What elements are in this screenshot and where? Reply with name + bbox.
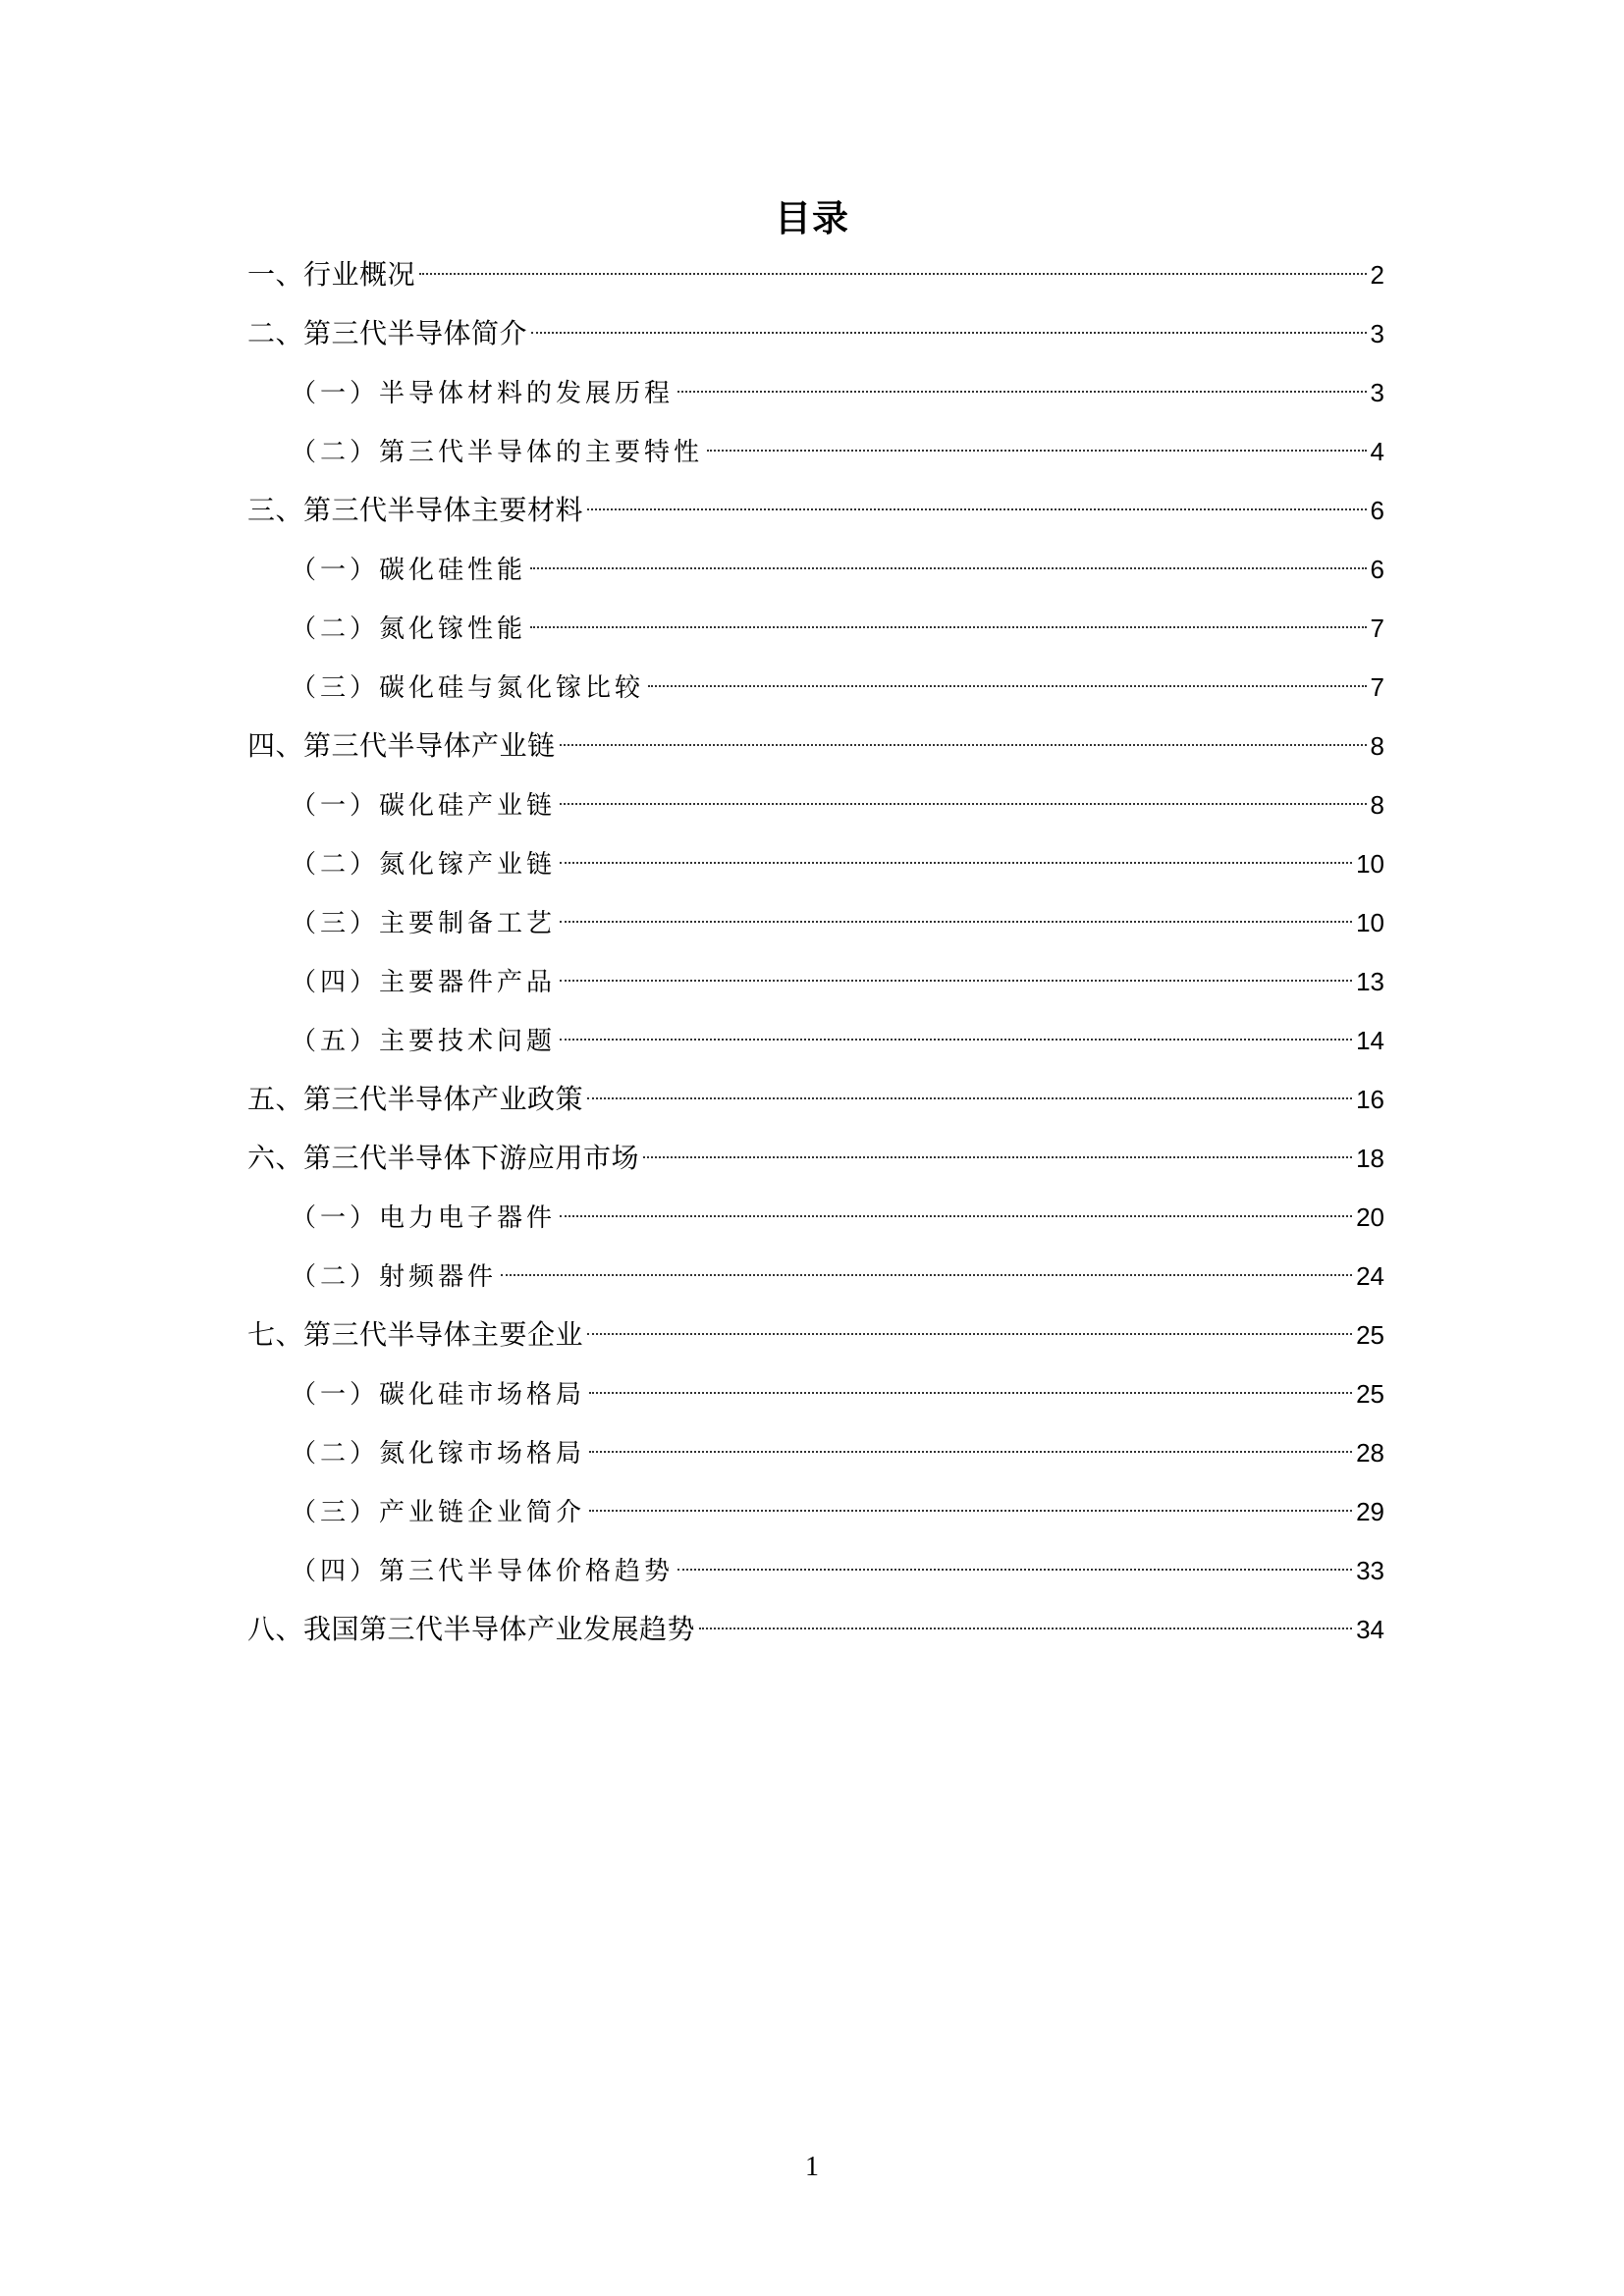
toc-entry-title: （一）碳化硅产业链 [291,791,557,821]
dot-leader [560,1215,1352,1217]
toc-entry-title: （三）主要制备工艺 [291,909,557,938]
dot-leader [699,1628,1352,1629]
toc-entry[interactable] [247,253,1384,312]
toc-entry-page: 10 [1356,849,1384,879]
table-of-contents [247,253,1384,1667]
dot-leader [560,1039,1352,1041]
dot-leader [677,391,1367,393]
toc-entry-page: 2 [1370,260,1384,290]
toc-entry[interactable] [247,1019,1384,1078]
toc-entry[interactable] [247,489,1384,548]
dot-leader [530,626,1367,628]
toc-entry-title: 三、第三代半导体主要材料 [247,494,584,526]
dot-leader [648,685,1367,687]
toc-entry-title: （四）主要器件产品 [291,968,557,997]
toc-entry-page: 29 [1356,1497,1384,1526]
toc-entry-page: 6 [1370,555,1384,584]
toc-entry[interactable] [247,1549,1384,1608]
toc-entry-page: 14 [1356,1026,1384,1055]
toc-entry-title: （三）碳化硅与氮化镓比较 [291,673,645,703]
toc-entry-title: 一、行业概况 [247,258,416,291]
toc-entry-page: 10 [1356,908,1384,937]
toc-entry-title: （一）电力电子器件 [291,1203,557,1233]
toc-entry[interactable] [247,1372,1384,1431]
dot-leader [560,744,1367,746]
toc-entry-page: 25 [1356,1320,1384,1350]
toc-entry-page: 8 [1370,790,1384,820]
toc-entry-page: 18 [1356,1144,1384,1173]
toc-entry[interactable] [247,901,1384,960]
toc-entry-page: 16 [1356,1085,1384,1114]
toc-entry-title: （一）半导体材料的发展历程 [291,379,675,408]
toc-entry-page: 3 [1370,378,1384,407]
toc-entry-title: 四、第三代半导体产业链 [247,729,556,762]
toc-title: 目录 [775,197,849,240]
toc-entry[interactable] [247,1255,1384,1313]
toc-entry-page: 8 [1370,731,1384,761]
toc-entry[interactable] [247,607,1384,666]
toc-entry-page: 33 [1356,1556,1384,1585]
toc-entry-page: 34 [1356,1615,1384,1644]
toc-entry-title: 七、第三代半导体主要企业 [247,1318,584,1351]
dot-leader [587,1333,1352,1335]
toc-entry-page: 7 [1370,672,1384,702]
toc-entry-page: 4 [1370,437,1384,466]
dot-leader [501,1274,1352,1276]
dot-leader [707,450,1367,452]
dot-leader [560,862,1352,864]
toc-entry-title: 五、第三代半导体产业政策 [247,1083,584,1115]
toc-entry[interactable] [247,1490,1384,1549]
toc-entry-title: （四）第三代半导体价格趋势 [291,1557,675,1586]
dot-leader [587,508,1367,510]
toc-entry-page: 28 [1356,1438,1384,1468]
toc-entry-page: 20 [1356,1202,1384,1232]
toc-entry-page: 3 [1370,319,1384,348]
toc-entry[interactable] [247,666,1384,724]
dot-leader [587,1097,1352,1099]
dot-leader [560,803,1367,805]
toc-entry-page: 24 [1356,1261,1384,1291]
toc-entry-title: （二）氮化镓性能 [291,614,527,644]
dot-leader [531,332,1367,334]
toc-entry-title: 六、第三代半导体下游应用市场 [247,1142,640,1174]
dot-leader [643,1156,1352,1158]
toc-entry-title: （五）主要技术问题 [291,1027,557,1056]
toc-entry[interactable] [247,1608,1384,1667]
dot-leader [589,1451,1352,1453]
toc-entry[interactable] [247,783,1384,842]
toc-entry-title: （二）第三代半导体的主要特性 [291,438,704,467]
toc-entry[interactable] [247,371,1384,430]
dot-leader [589,1392,1352,1394]
toc-entry-page: 25 [1356,1379,1384,1409]
toc-entry-title: 二、第三代半导体简介 [247,317,528,349]
toc-entry-page: 6 [1370,496,1384,525]
dot-leader [419,273,1367,275]
toc-entry-page: 13 [1356,967,1384,996]
toc-entry[interactable] [247,430,1384,489]
toc-entry[interactable] [247,1078,1384,1137]
dot-leader [560,921,1352,923]
toc-entry[interactable] [247,1313,1384,1372]
dot-leader [560,980,1352,982]
toc-entry-page: 7 [1370,614,1384,643]
toc-entry[interactable] [247,1196,1384,1255]
toc-entry-title: （一）碳化硅性能 [291,556,527,585]
toc-entry-title: （二）氮化镓市场格局 [291,1439,586,1468]
toc-entry[interactable] [247,1431,1384,1490]
toc-entry-title: （一）碳化硅市场格局 [291,1380,586,1410]
toc-entry-title: （三）产业链企业简介 [291,1498,586,1527]
toc-entry[interactable] [247,960,1384,1019]
toc-entry[interactable] [247,312,1384,371]
toc-entry-title: 八、我国第三代半导体产业发展趋势 [247,1613,696,1645]
toc-entry[interactable] [247,1137,1384,1196]
dot-leader [530,567,1367,569]
toc-entry-title: （二）射频器件 [291,1262,498,1292]
toc-entry[interactable] [247,724,1384,783]
toc-entry[interactable] [247,842,1384,901]
toc-entry[interactable] [247,548,1384,607]
page-number: 1 [805,2152,819,2182]
toc-entry-title: （二）氮化镓产业链 [291,850,557,880]
dot-leader [677,1569,1352,1571]
dot-leader [589,1510,1352,1512]
